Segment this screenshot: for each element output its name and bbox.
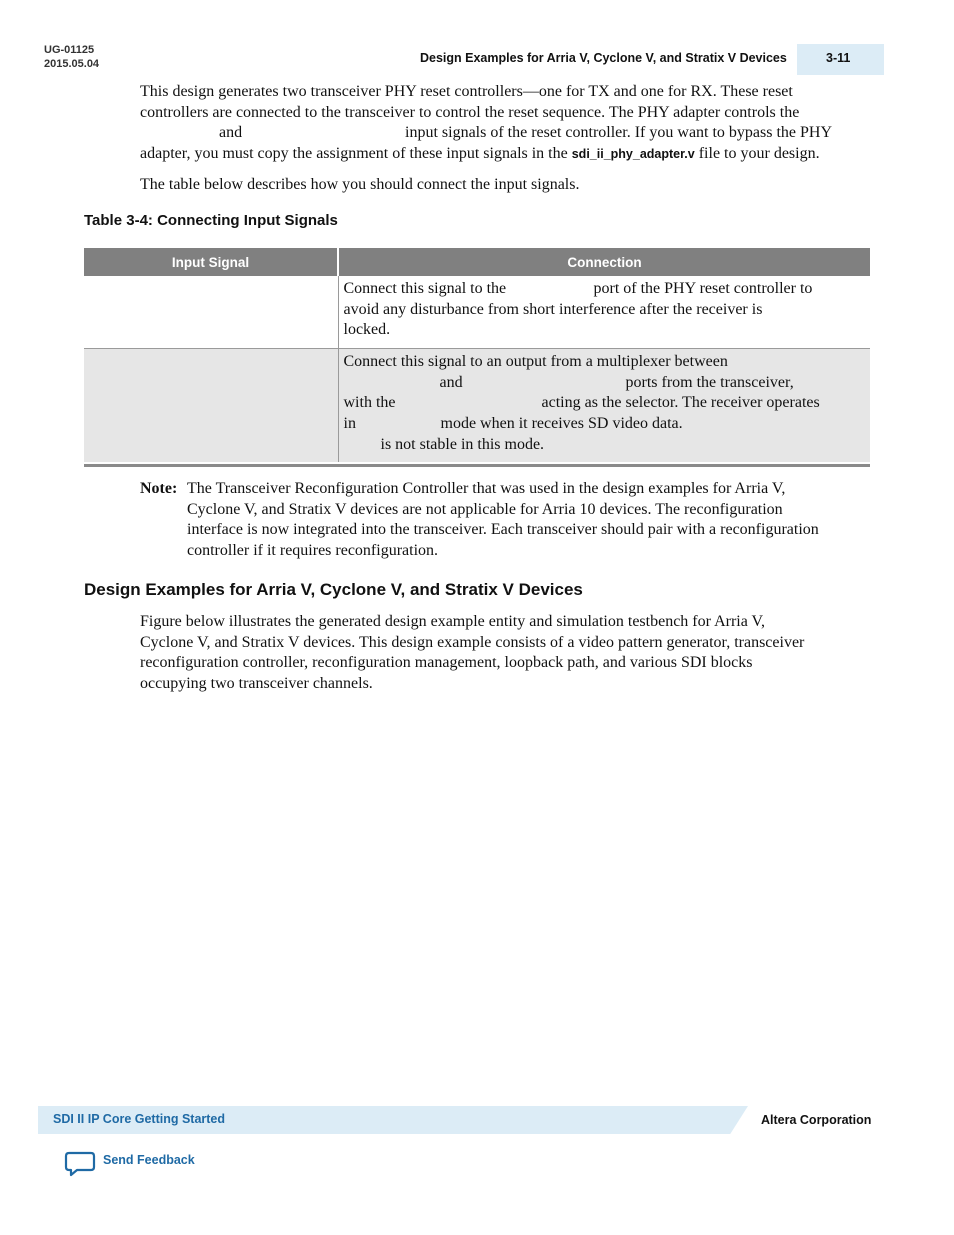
row2-line-5-text: is not stable in this mode. — [380, 435, 545, 453]
section-line-3: reconfiguration controller, reconfiguration management, loopback path, and various SDI blocks — [140, 654, 753, 672]
input-signal-cell — [84, 276, 338, 349]
doc-date: 2015.05.04 — [44, 58, 100, 70]
connection-cell — [338, 349, 870, 463]
intro-line-3-and: and — [219, 124, 243, 142]
intro-line-3-rest: input signals of the reset controller. If you want to bypass the PHY — [405, 124, 833, 142]
section-paragraph — [140, 612, 870, 695]
intro-paragraph — [140, 82, 870, 165]
table-row — [84, 349, 870, 463]
table-row — [84, 276, 870, 349]
speech-bubble-icon[interactable] — [64, 1150, 96, 1178]
table-caption: Table 3-4: Connecting Input Signals — [84, 212, 338, 229]
input-signals-table — [84, 248, 870, 462]
row1-line-2: avoid any disturbance from short interference after the receiver is — [343, 300, 763, 318]
row2-line-4-a: in — [343, 415, 356, 433]
table-intro-text: The table below describes how you should connect the input signals. — [140, 176, 580, 193]
section-line-4: occupying two transceiver channels. — [140, 675, 373, 693]
page-number: 3-11 — [826, 51, 851, 65]
col-header-connection: Connection — [338, 248, 870, 276]
row2-line-1: Connect this signal to an output from a multiplexer between — [343, 353, 728, 370]
table-header-row — [84, 248, 870, 276]
row2-line-2-a: and — [439, 373, 463, 391]
section-line-2: Cyclone V, and Stratix V devices. This design example consists of a video pattern generator, transceiver — [140, 633, 805, 651]
row2-line-3-a: with the — [343, 394, 396, 412]
note-line-1: The Transceiver Reconfiguration Controller that was used in the design examples for Arria V, — [187, 480, 786, 497]
document-id — [44, 43, 99, 71]
col-header-input-signal: Input Signal — [84, 248, 338, 276]
input-signal-cell — [84, 349, 338, 463]
row2-line-2 — [344, 373, 865, 394]
intro-line-2: controllers are connected to the transceiver to control the reset sequence. The PHY adapter controls the — [140, 103, 800, 121]
row1-line-1-a: Connect this signal to the — [343, 280, 507, 297]
intro-line-3 — [140, 123, 870, 144]
footer-company: Altera Corporation — [761, 1113, 872, 1127]
section-heading: Design Examples for Arria V, Cyclone V, and Stratix V Devices — [84, 580, 583, 599]
row2-line-3 — [344, 393, 865, 414]
note-body — [187, 479, 872, 562]
running-header-title: Design Examples for Arria V, Cyclone V, and Stratix V Devices — [420, 51, 787, 65]
intro-line-4-post: file to your design. — [698, 145, 820, 163]
doc-number: UG-01125 — [44, 44, 95, 56]
row1-line-1-b: port of the PHY reset controller to — [593, 280, 813, 297]
note-line-2: Cyclone V, and Stratix V devices are not applicable for Arria 10 devices. The reconfiguration — [187, 500, 783, 518]
intro-line-1: This design generates two transceiver PHY reset controllers—one for TX and one for RX. These reset — [140, 83, 793, 100]
send-feedback-link[interactable]: Send Feedback — [103, 1153, 195, 1167]
row2-line-5 — [344, 435, 865, 456]
row1-line-3: locked. — [343, 321, 391, 339]
intro-line-4-pre: adapter, you must copy the assignment of these input signals in the — [140, 145, 568, 163]
note-line-3: interface is now integrated into the transceiver. Each transceiver should pair with a reconfiguration — [187, 521, 819, 539]
row1-line-1 — [344, 279, 865, 300]
note-line-4: controller if it requires reconfiguration. — [187, 542, 439, 560]
table-bottom-rule — [84, 464, 870, 467]
row2-line-4-b: mode when it receives SD video data. — [440, 415, 683, 433]
connection-cell — [338, 276, 870, 349]
note-label: Note: — [140, 480, 178, 497]
row2-line-4 — [344, 414, 865, 435]
row2-line-3-b: acting as the selector. The receiver operates — [541, 394, 820, 412]
file-name-code: sdi_ii_phy_adapter.v — [571, 147, 695, 162]
section-line-1: Figure below illustrates the generated design example entity and simulation testbench for Arria V, — [140, 613, 766, 630]
page-number-box — [797, 44, 884, 75]
footer-doc-title-link[interactable]: SDI II IP Core Getting Started — [53, 1112, 226, 1126]
intro-line-4 — [140, 144, 870, 165]
row2-line-2-b: ports from the transceiver, — [625, 373, 794, 391]
